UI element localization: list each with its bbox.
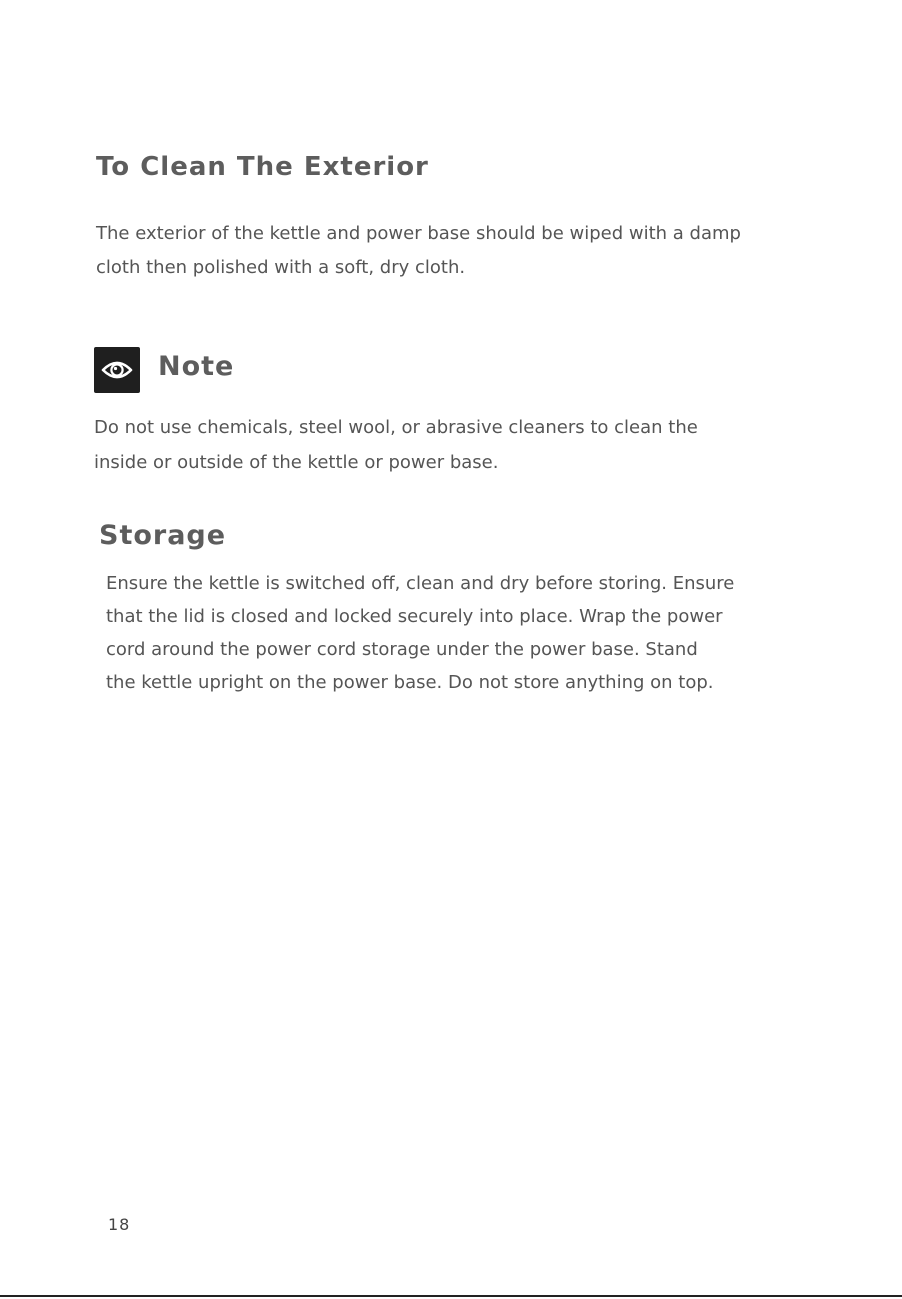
text-line: that the lid is closed and locked securely into place. Wrap the power <box>106 606 723 627</box>
note-text <box>94 410 698 480</box>
page-bottom-divider <box>0 1295 902 1297</box>
text-line: cloth then polished with a soft, dry cloth. <box>96 257 466 278</box>
text-line: the kettle upright on the power base. Do not store anything on top. <box>106 672 714 693</box>
text-line: cord around the power cord storage under the power base. Stand <box>106 639 698 660</box>
section-heading-storage: Storage <box>99 520 227 551</box>
eye-icon <box>94 347 140 393</box>
section-heading-clean-exterior: To Clean The Exterior <box>96 152 429 182</box>
page-number: 18 <box>108 1215 131 1234</box>
text-line: Do not use chemicals, steel wool, or abrasive cleaners to clean the <box>94 417 698 438</box>
text-line: Ensure the kettle is switched off, clean and dry before storing. Ensure <box>106 573 735 594</box>
note-heading: Note <box>158 351 235 382</box>
section-text-storage <box>106 567 734 699</box>
text-line: The exterior of the kettle and power base should be wiped with a damp <box>96 223 741 244</box>
section-text-clean-exterior <box>96 217 741 285</box>
text-line: inside or outside of the kettle or power base. <box>94 452 499 473</box>
